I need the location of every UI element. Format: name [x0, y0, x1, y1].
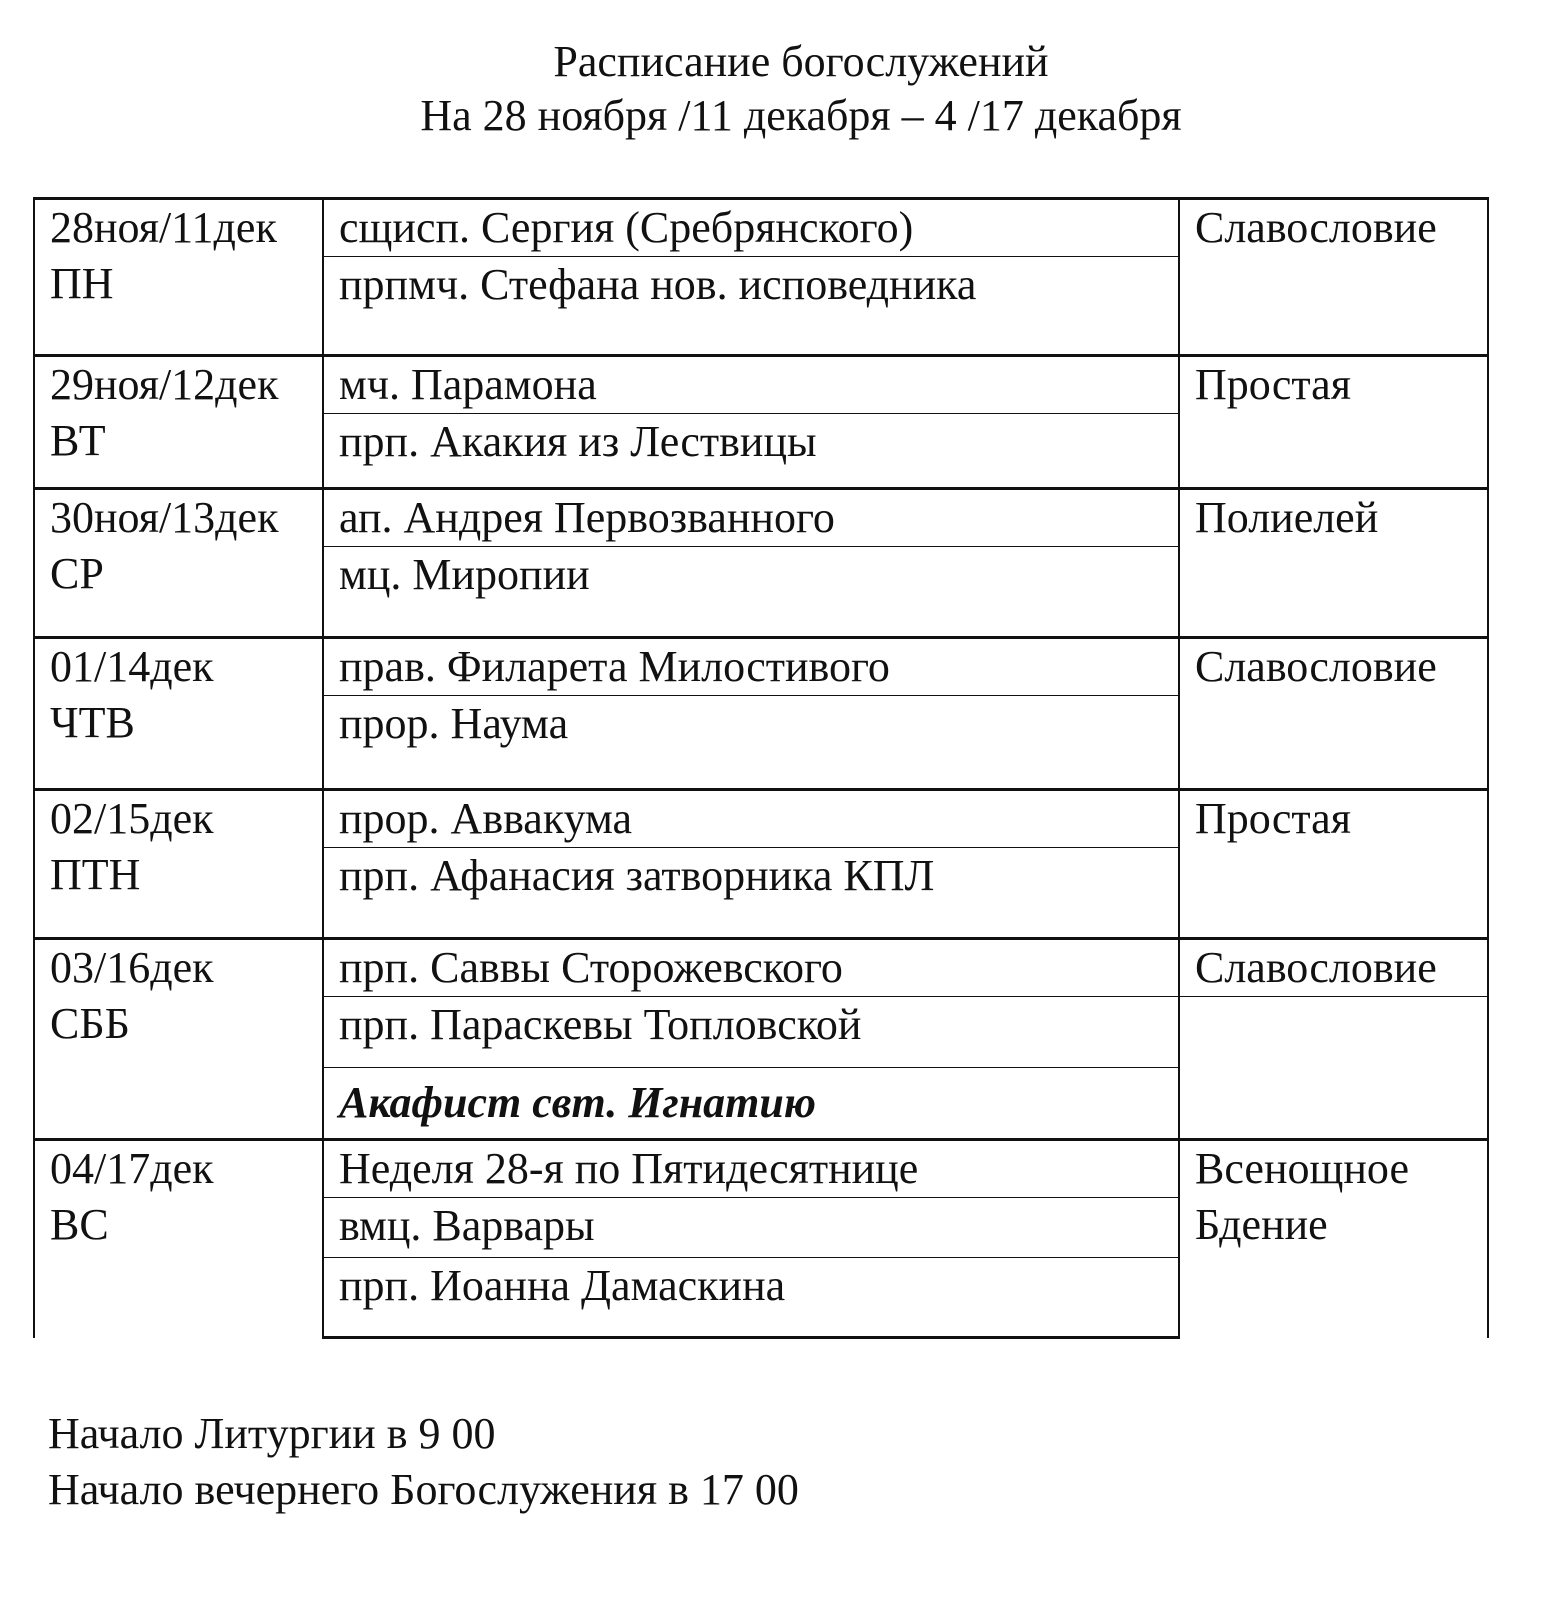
day-weekday: СР	[50, 549, 104, 598]
day-weekday: ПТН	[50, 850, 141, 899]
saint-commemoration: прп. Акакия из Лествицы	[323, 414, 1179, 489]
saint-commemoration: Неделя 28-я по Пятидесятнице	[323, 1140, 1179, 1198]
service-type: Славословие	[1179, 939, 1488, 997]
saint-commemoration: прпмч. Стефана нов. исповедника	[323, 257, 1179, 356]
day-weekday: ПН	[50, 259, 114, 308]
day-weekday: СББ	[50, 999, 130, 1048]
day-date: 03/16дек	[50, 943, 214, 992]
vespers-start-time: Начало вечернего Богослужения в 17 00	[48, 1465, 799, 1514]
schedule-row	[34, 638, 1488, 696]
saint-commemoration: прп. Афанасия затворника КПЛ	[323, 848, 1179, 939]
day-date: 29ноя/12дек	[50, 360, 279, 409]
day-date: 30ноя/13дек	[50, 493, 279, 542]
saint-commemoration: прп. Саввы Сторожевского	[323, 939, 1179, 997]
saint-commemoration: сщисп. Сергия (Сребрянского)	[323, 199, 1179, 257]
page-subtitle-date-range: На 28 ноября /11 декабря – 4 /17 декабря	[420, 91, 1182, 140]
service-type: Славословие	[1179, 199, 1488, 356]
saint-commemoration: прор. Наума	[323, 696, 1179, 790]
schedule-row	[34, 939, 1488, 997]
akathist-note: Акафист свт. Игнатию	[323, 1068, 1179, 1140]
schedule-row	[34, 356, 1488, 414]
schedule-row	[34, 790, 1488, 848]
service-type: Славословие	[1179, 638, 1488, 790]
schedule-row	[34, 199, 1488, 257]
day-date: 01/14дек	[50, 642, 214, 691]
schedule-row	[34, 489, 1488, 547]
service-empty-cell	[1179, 997, 1488, 1140]
saint-commemoration: мч. Парамона	[323, 356, 1179, 414]
schedule-row	[34, 1140, 1488, 1198]
service-type: Простая	[1179, 790, 1488, 939]
day-weekday: ЧТВ	[50, 698, 135, 747]
saint-commemoration: мц. Миропии	[323, 547, 1179, 638]
schedule-table	[33, 197, 1489, 1339]
saint-commemoration: прп. Параскевы Топловской	[323, 997, 1179, 1068]
service-type: Простая	[1179, 356, 1488, 489]
saint-commemoration: прор. Аввакума	[323, 790, 1179, 848]
service-type: Полиелей	[1179, 489, 1488, 638]
service-type-line: Бдение	[1195, 1200, 1328, 1249]
service-type	[1179, 1140, 1488, 1338]
day-date-cell	[34, 199, 323, 356]
page-title: Расписание богослужений	[553, 37, 1049, 86]
saint-commemoration: вмц. Варвары	[323, 1198, 1179, 1258]
service-type-line: Всенощное	[1195, 1144, 1409, 1193]
day-date-cell	[34, 939, 323, 1140]
day-weekday: ВТ	[50, 416, 106, 465]
liturgy-start-time: Начало Литургии в 9 00	[48, 1409, 496, 1458]
day-date-cell	[34, 790, 323, 939]
day-weekday: ВС	[50, 1200, 109, 1249]
saint-commemoration: прав. Филарета Милостивого	[323, 638, 1179, 696]
day-date: 28ноя/11дек	[50, 203, 277, 252]
day-date: 04/17дек	[50, 1144, 214, 1193]
day-date-cell	[34, 489, 323, 638]
day-date-cell	[34, 638, 323, 790]
day-date-cell	[34, 1140, 323, 1338]
saint-commemoration: прп. Иоанна Дамаскина	[323, 1258, 1179, 1338]
saint-commemoration: ап. Андрея Первозванного	[323, 489, 1179, 547]
day-date-cell	[34, 356, 323, 489]
day-date: 02/15дек	[50, 794, 214, 843]
